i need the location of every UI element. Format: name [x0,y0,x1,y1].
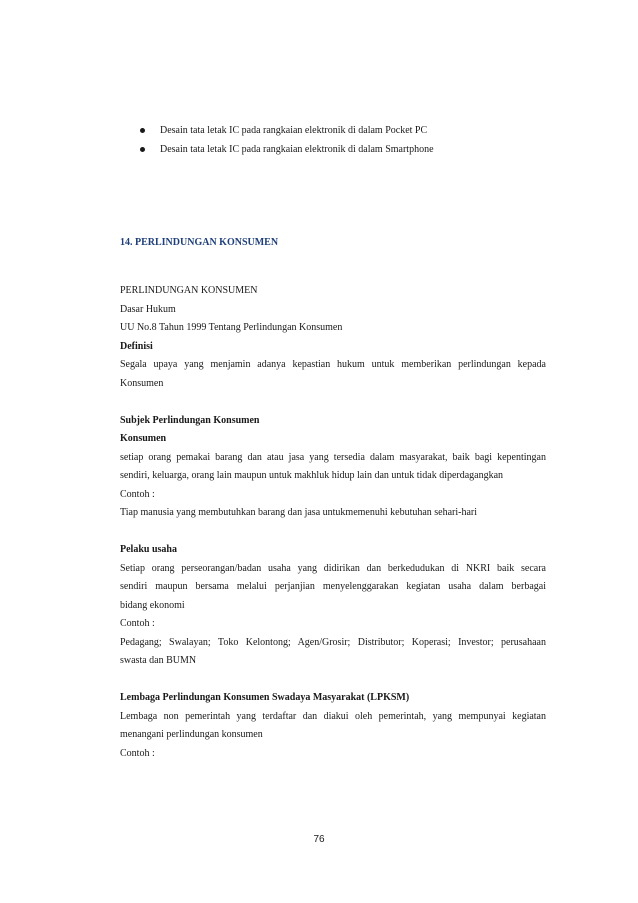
konsumen-label: Konsumen [120,433,167,444]
section-content [120,285,546,766]
lpksm-text-line: Lembaga non pemerintah yang terdaftar dan diakui oleh pemerintah, yang mempunyai kegiatan [120,710,546,722]
contoh-label: Contoh : [120,618,155,629]
contoh-label: Contoh : [120,747,155,759]
spacer [120,396,546,415]
pelaku-heading: Pelaku usaha [120,544,177,555]
bullet-icon [140,128,145,133]
pelaku-text-line: Setiap orang perseorangan/badan usaha yang didirikan dan berkedudukan di NKRI baik secara [120,562,546,574]
spacer [120,674,546,693]
section-heading: 14. PERLINDUNGAN KONSUMEN [120,237,279,248]
bullet-item [140,143,434,162]
page-number: 76 [313,834,325,845]
bullet-icon [140,147,145,152]
spacer [120,526,546,545]
konsumen-text-line: setiap orang pemakai barang dan atau jasa yang tersedia dalam masyarakat, baik bagi kepentingan [120,451,546,463]
lpksm-heading: Lembaga Perlindungan Konsumen Swadaya Masyarakat (LPKSM) [120,692,410,703]
dasar-hukum-value: UU No.8 Tahun 1999 Tentang Perlindungan Konsumen [120,322,343,333]
contoh-text: Tiap manusia yang membutuhkan barang dan jasa untukmemenuhi kebutuhan sehari-hari [120,507,478,518]
subjek-heading: Subjek Perlindungan Konsumen [120,414,260,426]
bullet-text: Desain tata letak IC pada rangkaian elektronik di dalam Pocket PC [160,125,428,136]
bullet-text: Desain tata letak IC pada rangkaian elektronik di dalam Smartphone [160,144,434,155]
contoh-text-line: swasta dan BUMN [120,655,197,666]
lpksm-text-line: menangani perlindungan konsumen [120,729,263,740]
dasar-hukum-label: Dasar Hukum [120,303,176,315]
intro-title: PERLINDUNGAN KONSUMEN [120,285,258,296]
pelaku-text-line: sendiri maupun bersama melalui perjanjian menyelenggarakan kegiatan usaha dalam berbagai [120,581,546,592]
definisi-text-line: Segala upaya yang menjamin adanya kepastian hukum untuk memberikan perlindungan kepada [120,359,546,370]
pelaku-text-line: bidang ekonomi [120,599,185,611]
konsumen-text-line: sendiri, keluarga, orang lain maupun untuk makhluk hidup lain dan untuk tidak diperdagangkan [120,470,504,481]
contoh-label: Contoh : [120,488,155,500]
bullet-list [140,124,434,162]
contoh-text-line: Pedagang; Swalayan; Toko Kelontong; Agen/Grosir; Distributor; Koperasi; Investor; perusahaan [120,636,546,648]
bullet-item [140,124,434,143]
definisi-label: Definisi [120,340,153,352]
definisi-text-line: Konsumen [120,377,164,389]
